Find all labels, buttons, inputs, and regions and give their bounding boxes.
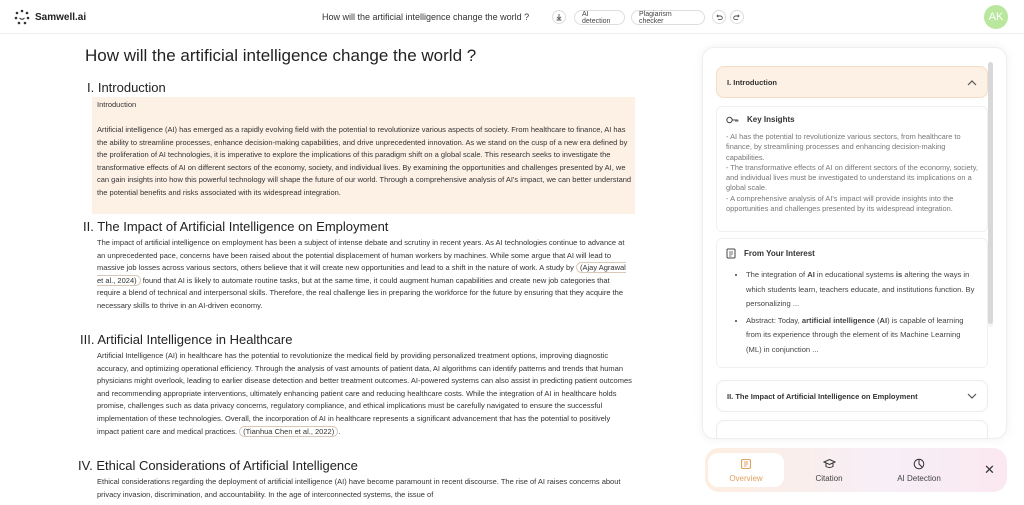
tab-ai-detection-label: AI Detection — [897, 473, 941, 483]
healthcare-paragraph[interactable] — [97, 350, 632, 438]
interest-item[interactable] — [746, 268, 978, 312]
top-document-title[interactable]: How will the artificial intelligence change the world ? — [322, 12, 530, 22]
accordion-introduction[interactable] — [716, 66, 988, 98]
tab-overview-label: Overview — [729, 473, 763, 483]
close-icon[interactable]: ✕ — [984, 462, 995, 477]
section-heading-introduction[interactable]: I. Introduction — [87, 80, 166, 95]
introduction-subheading[interactable]: Introduction — [97, 100, 137, 109]
citation-chen[interactable]: (Tianhua Chen et al., 2022) — [239, 426, 338, 437]
chevron-down-icon — [967, 393, 977, 400]
bottom-navigation — [705, 448, 1007, 492]
ai-detection-icon — [913, 458, 925, 470]
ethics-paragraph[interactable]: Ethical considerations regarding the deployment of artificial intelligence (AI) have become paramount in recent discourse. The rise of AI raises concerns about privacy invasion, discrimination, and accountability. In the age of interconnected systems, the issue of — [97, 477, 621, 499]
user-avatar[interactable]: AK — [984, 5, 1008, 29]
app-name: Samwell.ai — [35, 11, 87, 23]
interest-text: in educational systems — [814, 270, 896, 279]
undo-icon — [715, 13, 723, 21]
tab-overview[interactable] — [708, 453, 784, 487]
citation-icon — [823, 458, 836, 470]
tab-citation-label: Citation — [815, 473, 843, 483]
accordion-employment-label: II. The Impact of Artificial Intelligence on Employment — [727, 391, 918, 401]
interest-bold: artificial intelligence — [801, 315, 875, 325]
overview-icon — [740, 458, 752, 470]
download-icon — [555, 13, 563, 21]
key-insights-body: - AI has the potential to revolutionize various sectors, from healthcare to finance, by streamlining processes and enhancing decision-making capabilities. - The transformative effects of AI on different sectors of the economy, society, and individual lives must be investigated to understand its implications on a global scale. - A comprehensive analysis of AI's impact will provide insights into the opportunities and challenges presented by its widespread integration. — [726, 132, 978, 214]
logo-icon — [14, 9, 30, 25]
section-heading-employment[interactable]: II. The Impact of Artificial Intelligence on Employment — [83, 219, 389, 234]
interest-text: ) is capable of learning from its experience through the element of its Machine Learning (ML) in conjunction ... — [746, 315, 964, 354]
interest-bold: is — [895, 270, 903, 279]
interest-text: ( — [874, 315, 880, 325]
accordion-next[interactable] — [716, 420, 988, 439]
panel-scrollbar-thumb[interactable] — [988, 62, 993, 324]
document-icon — [726, 248, 736, 259]
from-your-interest-card — [716, 238, 988, 368]
healthcare-text-2: . — [338, 426, 341, 436]
undo-button[interactable] — [712, 10, 726, 24]
document-editor[interactable] — [0, 34, 700, 505]
from-your-interest-title: From Your Interest — [744, 249, 815, 258]
logo[interactable] — [14, 9, 86, 25]
employment-paragraph[interactable] — [97, 237, 632, 313]
plagiarism-checker-button[interactable]: Plagiarism checker — [631, 10, 705, 25]
key-insights-card — [716, 106, 988, 232]
tab-ai-detection[interactable] — [881, 453, 957, 487]
employment-text-1: The impact of artificial intelligence on employment has been a subject of intense debate and scrutiny in recent years. As AI technologies continue to advance at an unprecedented pace, concerns have been raised about the potential displacement of human workers by machines. While some argue that AI will lead to massive job losses across various sectors, others believe that it will create new opportunities and lead to a shift in the nature of work. A study by — [97, 238, 625, 273]
interest-text: The integration of — [746, 270, 808, 279]
citation-agrawal[interactable]: (Ajay Agrawal et al., 2024) — [97, 263, 626, 285]
interest-item[interactable] — [746, 314, 978, 358]
section-heading-ethics[interactable]: IV. Ethical Considerations of Artificial Intelligence — [78, 458, 358, 473]
interest-text: Abstract: Today, — [746, 315, 802, 325]
top-bar — [0, 0, 1024, 34]
chevron-up-icon — [967, 79, 977, 86]
interest-text: altering the ways in which students learn, teachers educate, and institutions function. By personalizing ... — [746, 270, 975, 309]
accordion-introduction-label: I. Introduction — [727, 77, 777, 87]
document-title[interactable]: How will the artificial intelligence change the world ? — [85, 46, 477, 65]
healthcare-text-1: Artificial Intelligence (AI) in healthcare has the potential to revolutionize the medical field by providing personalized treatment options, improving diagnostic accuracy, and optimizing operational efficiency. Through the analysis of vast amounts of patient data, AI algorithms can identify patterns and trends that human physicians might overlook, leading to earlier disease detection and better treatment outcomes. AI-powered systems can also assist in predicting patient outcomes and recommending appropriate interventions, ultimately enhancing patient care and reducing healthcare costs. While the integration of AI in healthcare holds promise, challenges such as data privacy concerns, regulatory compliance, and ethical implications must be carefully navigated to ensure the successful implementation of these technologies. Overall, the incorporation of AI in healthcare represents a significant advancement that has the potential to positively impact patient care and medical practices. — [97, 351, 632, 436]
employment-text-2: found that AI is likely to automate routine tasks, but at the same time, it could augment human capabilities and create new job categories that require a blend of technical and interpersonal skills. Therefore, the real challenge lies in preparing the workforce for the future by ensuring that they acquire the necessary skills to thrive in an AI-driven economy. — [97, 275, 623, 310]
download-button[interactable] — [552, 10, 566, 24]
tab-citation[interactable] — [791, 453, 867, 487]
section-heading-healthcare[interactable]: III. Artificial Intelligence in Healthcare — [80, 332, 293, 347]
accordion-employment[interactable] — [716, 380, 988, 412]
key-insights-title: Key Insights — [747, 115, 795, 124]
interest-bold: AI — [879, 315, 888, 325]
redo-button[interactable] — [730, 10, 744, 24]
redo-icon — [733, 13, 741, 21]
ai-detection-button[interactable]: AI detection — [574, 10, 625, 25]
key-icon — [726, 116, 739, 124]
introduction-paragraph[interactable]: Artificial intelligence (AI) has emerged as a rapidly evolving field with the potential to revolutionize various aspects of society. From healthcare to finance, AI has the ability to streamline processes, enhance decision-making capabilities, and drive unprecedented innovation. As we stand on the cusp of a new era defined by the proliferation of AI technologies, it is imperative to explore the implications of this paradigm shift on a global scale. This research seeks to investigate the transformative effects of AI on different sectors of the economy, society, and individual lives. By examining the opportunities and challenges presented by AI, we can gain insights into how this powerful technology will shape the future of our world. Through a comprehensive analysis of AI's impact, we can better understand the potential benefits and risks associated with its widespread integration. — [97, 125, 632, 197]
interest-bold: AI — [807, 270, 815, 279]
insights-panel — [702, 47, 1007, 439]
